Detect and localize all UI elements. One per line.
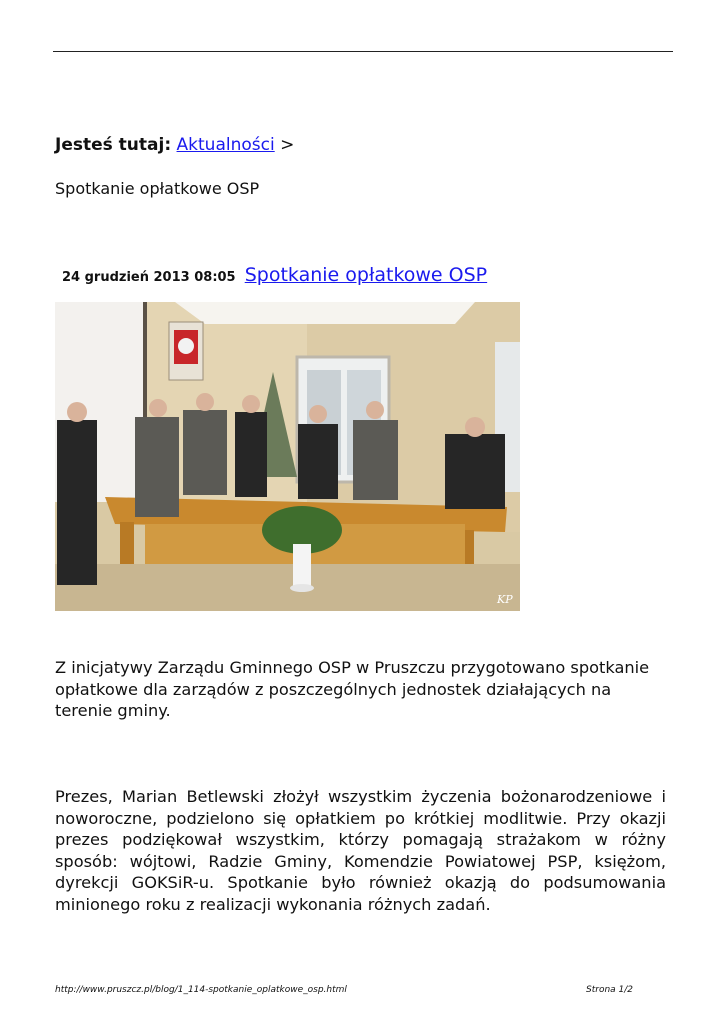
breadcrumb-label: Jesteś tutaj:	[55, 135, 172, 155]
breadcrumb-separator: >	[280, 135, 295, 155]
footer-page-number: Strona 1/2	[586, 985, 634, 995]
article-title-link[interactable]: Spotkanie opłatkowe OSP	[244, 264, 488, 286]
article-paragraph-2: Prezes, Marian Betlewski złożył wszystkim życzenia bożonarodzeniowe i noworoczne, podzielono się opłatkiem po krótkiej modlitwie. Przy okazji prezes podziękował wszystkim, którzy pomagają strażakom w różny sposób: wójtowi, Radzie Gminy, Komendzie Powiatowej PSP, księżom, dyrekcji GOKSiR-u. Spotkanie było również okazją do podsumowania minionego roku z realizacji wykonania różnych zadań.	[55, 787, 666, 914]
photo-watermark: KP	[497, 593, 513, 606]
article-photo	[55, 302, 520, 611]
breadcrumb-link-aktualnosci[interactable]: Aktualności	[176, 135, 275, 155]
article-paragraph-1: Z inicjatywy Zarządu Gminnego OSP w Pruszczu przygotowano spotkanie opłatkowe dla zarządów z poszczególnych jednostek działających na terenie gminy.	[55, 658, 650, 720]
page-subtitle: Spotkanie opłatkowe OSP	[55, 179, 260, 198]
article-date: 24 grudzień 2013 08:05	[62, 270, 236, 285]
footer-url: http://www.pruszcz.pl/blog/1_114-spotkanie_oplatkowe_osp.html	[55, 985, 347, 995]
article-meta	[62, 264, 487, 286]
breadcrumb	[55, 135, 294, 155]
header-rule	[53, 51, 673, 52]
